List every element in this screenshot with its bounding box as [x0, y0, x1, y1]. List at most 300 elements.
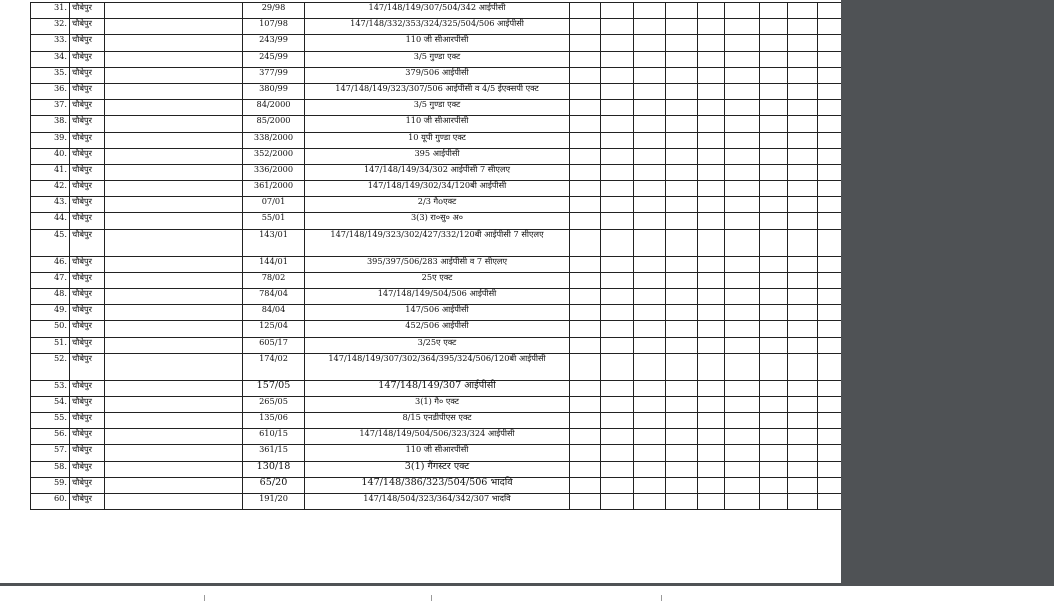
blank-cell [570, 493, 601, 509]
crime-number-cell: 380/99 [243, 83, 305, 99]
blank-cell [818, 148, 842, 164]
blank-cell [666, 51, 698, 67]
blank-cell [666, 305, 698, 321]
table-row [31, 477, 842, 493]
table-row [31, 256, 842, 272]
police-station-cell: चौबेपुर [70, 3, 105, 19]
police-station-cell: चौबेपुर [70, 321, 105, 337]
blank-cell [788, 412, 818, 428]
blank-cell [788, 256, 818, 272]
blank-cell [666, 380, 698, 396]
sections-cell: 147/148/149/323/302/427/332/120बी आईपीसी 7 सीएलए [305, 229, 570, 256]
blank-cell [601, 380, 634, 396]
blank-cell [818, 164, 842, 180]
blank-cell [105, 412, 243, 428]
blank-cell [570, 51, 601, 67]
police-station-cell: चौबेपुर [70, 197, 105, 213]
blank-cell [818, 197, 842, 213]
serial-number-cell: 58. [31, 461, 70, 477]
blank-cell [666, 19, 698, 35]
blank-cell [666, 197, 698, 213]
blank-cell [698, 412, 725, 428]
blank-cell [818, 272, 842, 288]
blank-cell [105, 3, 243, 19]
police-station-cell: चौबेपुर [70, 493, 105, 509]
table-row [31, 164, 842, 180]
blank-cell [666, 229, 698, 256]
serial-number-cell: 52. [31, 353, 70, 380]
blank-cell [788, 35, 818, 51]
blank-cell [818, 256, 842, 272]
blank-cell [601, 461, 634, 477]
blank-cell [634, 412, 666, 428]
blank-cell [818, 213, 842, 229]
sections-cell: 147/148/149/307/504/342 आईपीसी [305, 3, 570, 19]
sections-cell: 147/148/149/323/307/506 आईपीसी व 4/5 ईएक्सपी एक्ट [305, 83, 570, 99]
blank-cell [788, 164, 818, 180]
serial-number-cell: 43. [31, 197, 70, 213]
blank-cell [818, 35, 842, 51]
blank-cell [634, 380, 666, 396]
blank-cell [570, 116, 601, 132]
blank-cell [725, 181, 760, 197]
crime-number-cell: 55/01 [243, 213, 305, 229]
crime-number-cell: 361/2000 [243, 181, 305, 197]
blank-cell [570, 353, 601, 380]
serial-number-cell: 32. [31, 19, 70, 35]
blank-cell [818, 445, 842, 461]
blank-cell [788, 272, 818, 288]
serial-number-cell: 47. [31, 272, 70, 288]
sections-cell: 110 जी सीआरपीसी [305, 116, 570, 132]
blank-cell [760, 461, 788, 477]
blank-cell [105, 100, 243, 116]
police-station-cell: चौबेपुर [70, 213, 105, 229]
blank-cell [105, 35, 243, 51]
blank-cell [570, 19, 601, 35]
blank-cell [760, 477, 788, 493]
blank-cell [601, 477, 634, 493]
sections-cell: 452/506 आईपीसी [305, 321, 570, 337]
blank-cell [105, 305, 243, 321]
police-station-cell: चौबेपुर [70, 100, 105, 116]
blank-cell [760, 305, 788, 321]
crime-number-cell: 29/98 [243, 3, 305, 19]
police-station-cell: चौबेपुर [70, 461, 105, 477]
blank-cell [570, 164, 601, 180]
blank-cell [570, 396, 601, 412]
police-station-cell: चौबेपुर [70, 353, 105, 380]
serial-number-cell: 39. [31, 132, 70, 148]
blank-cell [788, 337, 818, 353]
blank-cell [818, 83, 842, 99]
blank-cell [818, 132, 842, 148]
serial-number-cell: 50. [31, 321, 70, 337]
blank-cell [570, 412, 601, 428]
blank-cell [601, 35, 634, 51]
blank-cell [760, 445, 788, 461]
crime-number-cell: 84/2000 [243, 100, 305, 116]
police-station-cell: चौबेपुर [70, 164, 105, 180]
serial-number-cell: 44. [31, 213, 70, 229]
blank-cell [105, 83, 243, 99]
blank-cell [818, 19, 842, 35]
blank-cell [725, 429, 760, 445]
serial-number-cell: 31. [31, 3, 70, 19]
police-station-cell: चौबेपुर [70, 132, 105, 148]
blank-cell [698, 445, 725, 461]
blank-cell [105, 337, 243, 353]
blank-cell [666, 256, 698, 272]
serial-number-cell: 53. [31, 380, 70, 396]
blank-cell [760, 3, 788, 19]
blank-cell [601, 164, 634, 180]
blank-cell [788, 197, 818, 213]
blank-cell [666, 461, 698, 477]
blank-cell [788, 19, 818, 35]
crime-number-cell: 336/2000 [243, 164, 305, 180]
blank-cell [666, 429, 698, 445]
crime-number-cell: 352/2000 [243, 148, 305, 164]
blank-cell [698, 83, 725, 99]
blank-cell [698, 3, 725, 19]
police-station-cell: चौबेपुर [70, 337, 105, 353]
blank-cell [105, 380, 243, 396]
blank-cell [105, 461, 243, 477]
police-station-cell: चौबेपुर [70, 477, 105, 493]
blank-cell [818, 412, 842, 428]
blank-cell [698, 197, 725, 213]
blank-cell [105, 213, 243, 229]
sections-cell: 3(3) रा०सु० अ० [305, 213, 570, 229]
blank-cell [634, 83, 666, 99]
blank-cell [105, 272, 243, 288]
blank-cell [666, 213, 698, 229]
blank-cell [698, 213, 725, 229]
blank-cell [788, 353, 818, 380]
blank-cell [105, 116, 243, 132]
serial-number-cell: 40. [31, 148, 70, 164]
blank-cell [634, 493, 666, 509]
blank-cell [725, 445, 760, 461]
blank-cell [725, 116, 760, 132]
blank-cell [105, 321, 243, 337]
blank-cell [725, 3, 760, 19]
blank-cell [601, 412, 634, 428]
blank-cell [725, 493, 760, 509]
blank-cell [601, 493, 634, 509]
police-station-cell: चौबेपुर [70, 412, 105, 428]
police-station-cell: चौबेपुर [70, 35, 105, 51]
table-row [31, 353, 842, 380]
blank-cell [666, 337, 698, 353]
table-row [31, 83, 842, 99]
serial-number-cell: 34. [31, 51, 70, 67]
table-row [31, 412, 842, 428]
blank-cell [105, 19, 243, 35]
table-row [31, 148, 842, 164]
blank-cell [788, 83, 818, 99]
blank-cell [725, 305, 760, 321]
blank-cell [725, 19, 760, 35]
blank-cell [570, 35, 601, 51]
blank-cell [570, 197, 601, 213]
blank-cell [760, 132, 788, 148]
blank-cell [760, 148, 788, 164]
blank-cell [818, 116, 842, 132]
blank-cell [788, 3, 818, 19]
blank-cell [698, 305, 725, 321]
sections-cell: 147/148/149/302/34/120बी आईपीसी [305, 181, 570, 197]
serial-number-cell: 42. [31, 181, 70, 197]
serial-number-cell: 46. [31, 256, 70, 272]
blank-cell [634, 181, 666, 197]
table-row [31, 461, 842, 477]
crime-number-cell: 143/01 [243, 229, 305, 256]
table-row [31, 305, 842, 321]
blank-cell [725, 353, 760, 380]
police-station-cell: चौबेपुर [70, 51, 105, 67]
police-station-cell: चौबेपुर [70, 289, 105, 305]
blank-cell [818, 100, 842, 116]
table-row [31, 337, 842, 353]
sections-cell: 10 यूपी गुण्डा एक्ट [305, 132, 570, 148]
table-row [31, 380, 842, 396]
sections-cell: 147/148/149/34/302 आईपीसी 7 सीएलए [305, 164, 570, 180]
blank-cell [601, 213, 634, 229]
police-station-cell: चौबेपुर [70, 396, 105, 412]
blank-cell [698, 380, 725, 396]
blank-cell [698, 272, 725, 288]
blank-cell [725, 289, 760, 305]
blank-cell [634, 67, 666, 83]
police-station-cell: चौबेपुर [70, 272, 105, 288]
blank-cell [570, 3, 601, 19]
blank-cell [570, 181, 601, 197]
blank-cell [818, 181, 842, 197]
blank-cell [788, 132, 818, 148]
blank-cell [570, 289, 601, 305]
blank-cell [818, 461, 842, 477]
blank-cell [105, 256, 243, 272]
sections-cell: 3(1) गै० एक्ट [305, 396, 570, 412]
blank-cell [788, 51, 818, 67]
blank-cell [634, 289, 666, 305]
blank-cell [105, 289, 243, 305]
blank-cell [634, 477, 666, 493]
serial-number-cell: 45. [31, 229, 70, 256]
blank-cell [601, 148, 634, 164]
blank-cell [818, 321, 842, 337]
table-row [31, 493, 842, 509]
sections-cell: 147/148/504/323/364/342/307 भादवि [305, 493, 570, 509]
police-station-cell: चौबेपुर [70, 116, 105, 132]
blank-cell [818, 477, 842, 493]
blank-cell [760, 35, 788, 51]
blank-cell [570, 429, 601, 445]
blank-cell [760, 321, 788, 337]
serial-number-cell: 33. [31, 35, 70, 51]
blank-cell [788, 67, 818, 83]
crime-number-cell: 65/20 [243, 477, 305, 493]
sections-cell: 147/148/332/353/324/325/504/506 आईपीसी [305, 19, 570, 35]
blank-cell [760, 164, 788, 180]
crime-number-cell: 784/04 [243, 289, 305, 305]
blank-cell [725, 412, 760, 428]
table-row [31, 100, 842, 116]
blank-cell [666, 445, 698, 461]
blank-cell [760, 100, 788, 116]
blank-cell [105, 396, 243, 412]
serial-number-cell: 36. [31, 83, 70, 99]
blank-cell [634, 197, 666, 213]
sections-cell: 3/5 गुण्डा एक्ट [305, 51, 570, 67]
ruler-tick [431, 595, 432, 601]
blank-cell [601, 337, 634, 353]
blank-cell [634, 35, 666, 51]
blank-cell [788, 229, 818, 256]
blank-cell [818, 229, 842, 256]
blank-cell [666, 353, 698, 380]
blank-cell [788, 100, 818, 116]
blank-cell [725, 51, 760, 67]
blank-cell [818, 493, 842, 509]
blank-cell [601, 3, 634, 19]
crime-number-cell: 144/01 [243, 256, 305, 272]
blank-cell [698, 337, 725, 353]
blank-cell [634, 321, 666, 337]
serial-number-cell: 57. [31, 445, 70, 461]
blank-cell [634, 164, 666, 180]
blank-cell [634, 3, 666, 19]
blank-cell [666, 132, 698, 148]
blank-cell [788, 396, 818, 412]
police-station-cell: चौबेपुर [70, 83, 105, 99]
blank-cell [818, 429, 842, 445]
blank-cell [601, 19, 634, 35]
police-station-cell: चौबेपुर [70, 181, 105, 197]
blank-cell [601, 272, 634, 288]
crime-number-cell: 07/01 [243, 197, 305, 213]
blank-cell [698, 461, 725, 477]
table-row [31, 51, 842, 67]
sections-cell: 2/3 गैoएक्ट [305, 197, 570, 213]
blank-cell [634, 116, 666, 132]
blank-cell [698, 35, 725, 51]
crime-number-cell: 135/06 [243, 412, 305, 428]
blank-cell [698, 229, 725, 256]
table-row [31, 35, 842, 51]
blank-cell [570, 83, 601, 99]
blank-cell [788, 429, 818, 445]
blank-cell [105, 197, 243, 213]
table-row [31, 396, 842, 412]
crime-number-cell: 125/04 [243, 321, 305, 337]
blank-cell [725, 164, 760, 180]
blank-cell [760, 353, 788, 380]
blank-cell [760, 337, 788, 353]
blank-cell [570, 305, 601, 321]
blank-cell [818, 67, 842, 83]
blank-cell [698, 429, 725, 445]
serial-number-cell: 54. [31, 396, 70, 412]
table-row [31, 67, 842, 83]
blank-cell [105, 229, 243, 256]
blank-cell [666, 272, 698, 288]
blank-cell [105, 67, 243, 83]
blank-cell [760, 380, 788, 396]
blank-cell [601, 181, 634, 197]
blank-cell [725, 272, 760, 288]
blank-cell [105, 181, 243, 197]
blank-cell [788, 477, 818, 493]
table-body [31, 3, 842, 510]
blank-cell [725, 321, 760, 337]
blank-cell [666, 100, 698, 116]
crime-number-cell: 174/02 [243, 353, 305, 380]
blank-cell [788, 493, 818, 509]
sections-cell: 8/15 एनडीपीएस एक्ट [305, 412, 570, 428]
blank-cell [760, 289, 788, 305]
blank-cell [788, 445, 818, 461]
blank-cell [570, 272, 601, 288]
blank-cell [601, 116, 634, 132]
crime-number-cell: 245/99 [243, 51, 305, 67]
blank-cell [634, 213, 666, 229]
blank-cell [105, 148, 243, 164]
blank-cell [725, 100, 760, 116]
blank-cell [760, 272, 788, 288]
crime-number-cell: 610/15 [243, 429, 305, 445]
blank-cell [666, 35, 698, 51]
crime-number-cell: 265/05 [243, 396, 305, 412]
blank-cell [725, 337, 760, 353]
serial-number-cell: 37. [31, 100, 70, 116]
blank-cell [725, 148, 760, 164]
police-station-cell: चौबेपुर [70, 229, 105, 256]
police-station-cell: चौबेपुर [70, 380, 105, 396]
blank-cell [634, 305, 666, 321]
blank-cell [725, 132, 760, 148]
blank-cell [601, 445, 634, 461]
table-row [31, 19, 842, 35]
blank-cell [601, 305, 634, 321]
sections-cell: 395/397/506/283 आईपीसी व 7 सीएलए [305, 256, 570, 272]
sections-cell: 110 जी सीआरपीसी [305, 445, 570, 461]
blank-cell [601, 67, 634, 83]
serial-number-cell: 55. [31, 412, 70, 428]
blank-cell [698, 51, 725, 67]
blank-cell [760, 181, 788, 197]
blank-cell [105, 477, 243, 493]
crime-number-cell: 243/99 [243, 35, 305, 51]
blank-cell [725, 477, 760, 493]
blank-cell [105, 429, 243, 445]
blank-cell [601, 289, 634, 305]
serial-number-cell: 48. [31, 289, 70, 305]
blank-cell [760, 256, 788, 272]
table-row [31, 429, 842, 445]
blank-cell [666, 321, 698, 337]
blank-cell [601, 229, 634, 256]
blank-cell [818, 289, 842, 305]
blank-cell [788, 461, 818, 477]
blank-cell [698, 67, 725, 83]
blank-cell [818, 51, 842, 67]
table-row [31, 132, 842, 148]
police-station-cell: चौबेपुर [70, 67, 105, 83]
blank-cell [570, 229, 601, 256]
